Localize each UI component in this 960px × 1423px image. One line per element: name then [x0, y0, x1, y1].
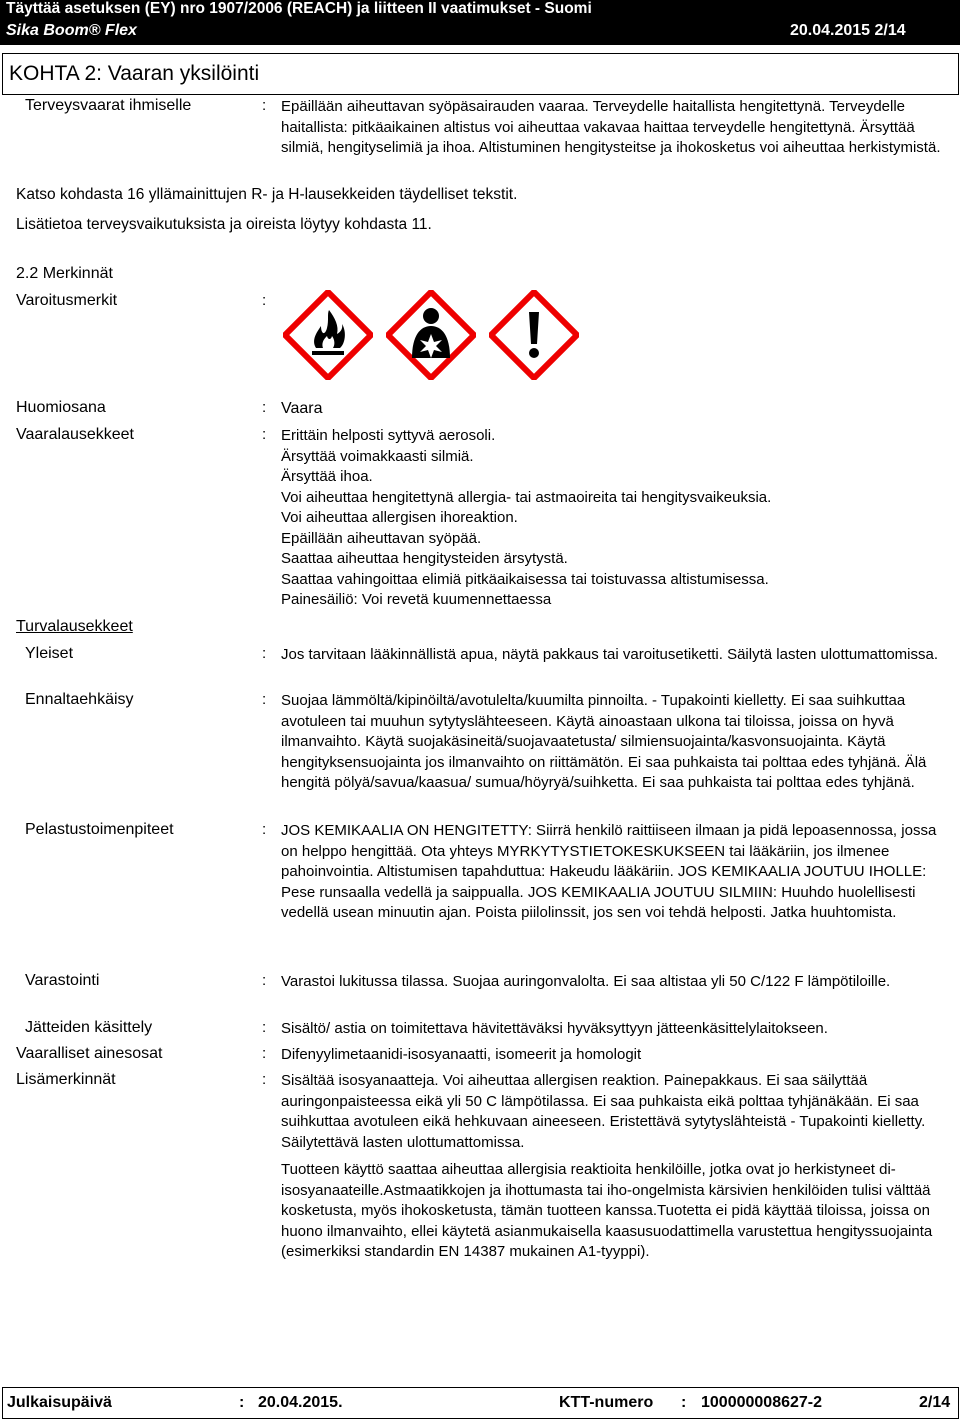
colon: : — [262, 1019, 267, 1036]
hazard-statement: Voi aiheuttaa allergisen ihoreaktion. — [281, 509, 518, 526]
hazard-statement: Voi aiheuttaa hengitettynä allergia- tai astmaoireita tai hengitysvaikeuksia. — [281, 488, 772, 506]
health-hazards-label: Terveysvaarat ihmiselle — [25, 97, 192, 114]
prevention-text: Suojaa lämmöltä/kipinöiltä/avotulelta/kuumilta pinnoilta. - Tupakointi kielletty. Ei saa suihkuttaa avotuleen tai muuhun sytytyslähteeseen. Käytä ainoastaan ulkona tai tiloissa, joissa on hyvä ilmanvaihto. Käytä suojakäsineitä/suojavaatetusta/ silmiensuojainta/kasvonsuojainta. Käytä hengityksensuojainta jos ilmanvaihto on riittämätön. Ei saa puhkaista tai polttaa edes tyhjänä. Älä hengitä pölyä/savua/kaasua/ sumua/höyryä/suihketta. Ei saa puhkaista tai polttaa edes tyhjänä. — [281, 692, 927, 791]
general-text: Jos tarvitaan lääkinnällistä apua, näytä pakkaus tai varoitusetiketti. Säilytä lasten ulottumattomissa. — [281, 646, 939, 663]
hazard-statements-label: Vaaralausekkeet — [16, 426, 134, 443]
colon: : — [262, 1045, 267, 1062]
health-hazard-pictogram-icon — [386, 290, 476, 380]
exclamation-pictogram-icon — [489, 290, 579, 380]
section-title: KOHTA 2: Vaaran yksilöinti — [9, 62, 260, 85]
warning-signs-label: Varoitusmerkit — [16, 292, 118, 309]
colon: : — [681, 1394, 687, 1411]
precautionary-statements-label: Turvalausekkeet — [16, 618, 133, 635]
hazard-statement: Painesäiliö: Voi revetä kuumennettaessa — [281, 591, 552, 608]
colon: : — [262, 691, 267, 708]
section-heading — [2, 53, 959, 95]
hazard-statement: Ärsyttää ihoa. — [281, 468, 373, 485]
header-date-page: 20.04.2015 2/14 — [790, 22, 906, 39]
hazard-statement: Saattaa aiheuttaa hengitysteiden ärsytystä. — [281, 550, 568, 567]
note-health-effects: Lisätietoa terveysvaikutuksista ja oireista löytyy kohdasta 11. — [16, 216, 432, 233]
colon: : — [262, 292, 267, 309]
health-hazards-text: Epäillään aiheuttavan syöpäsairauden vaaraa. Terveydelle haitallista hengitettynä. Terveydelle haitallista: pitkäaikainen altistus voi aiheuttaa vakavaa haittaa terveydelle hengitettynä. Ärsyttää silmiä, hengityselimiä ja ihoa. Altistuminen hengitysteitse ja ihokosketus voi aiheuttaa herkistymistä. — [281, 98, 941, 156]
colon: : — [262, 1071, 267, 1088]
ktt-number-label: KTT-numero — [559, 1394, 654, 1411]
disposal-text: Sisältö/ astia on toimitettava hävitettäväksi hyväksyttyyn jätteenkäsittelylaitokseen. — [281, 1020, 828, 1037]
additional-text-1: Sisältää isosyanaatteja. Voi aiheuttaa allergisen reaktion. Painepakkaus. Ei saa säilyttää auringonpaisteessa eikä yli 50 C lämpötilassa. Ei saa puhkaista eikä polttaa tyhjänäkään. Ei saa suihkuttaa avotuleen eikä hehkuvaan aineeseen. Eristettävä sytytyslähteistä - Tupakointi kielletty. Säilytettävä lasten ulottumattomissa. — [281, 1072, 926, 1151]
colon: : — [262, 399, 267, 416]
hazard-statements-list — [281, 426, 951, 611]
flame-pictogram-icon — [283, 290, 373, 380]
hazardous-components-text: Difenyylimetaanidi-isosyanaatti, isomeerit ja homologit — [281, 1046, 642, 1063]
additional-label: Lisämerkinnät — [16, 1071, 116, 1088]
prevention-label: Ennaltaehkäisy — [25, 691, 134, 708]
hazard-statement: Erittäin helposti syttyvä aerosoli. — [281, 427, 496, 444]
colon: : — [262, 426, 267, 443]
hazard-statement: Epäillään aiheuttavan syöpää. — [281, 529, 482, 547]
product-name: Sika Boom® Flex — [6, 22, 137, 39]
signal-word-value: Vaara — [281, 400, 323, 417]
colon: : — [262, 645, 267, 662]
signal-word-label: Huomiosana — [16, 399, 106, 416]
publication-date-label: Julkaisupäivä — [7, 1394, 112, 1411]
publication-date: 20.04.2015. — [258, 1394, 343, 1411]
disposal-label: Jätteiden käsittely — [25, 1019, 153, 1036]
colon: : — [239, 1394, 245, 1411]
regulation-line: Täyttää asetuksen (EY) nro 1907/2006 (REACH) ja liitteen II vaatimukset - Suomi — [6, 0, 592, 17]
storage-text: Varastoi lukitussa tilassa. Suojaa auringonvalolta. Ei saa altistaa yli 50 C/122 F lämpötiloille. — [281, 973, 891, 990]
document-header — [0, 0, 960, 45]
colon: : — [262, 97, 267, 114]
additional-text-2: Tuotteen käyttö saattaa aiheuttaa allergisia reaktioita henkilöille, jotka ovat jo herkistyneet di-isosyanaateille.Astmaatikkojen ja ihottumasta tai iho-ongelmista kärsivien henkilöiden tulisi välttää kosketusta, myös ihokosketusta, tämän tuotteen kanssa.Tuotetta ei pidä käyttää tiloissa, joissa on huono ilmanvaihto, ellei käytetä asianmukaisella kaasusuodattimella varustettua hengityssuojainta (esimerkiksi standardin EN 14387 mukainen A1-tyyppi). — [281, 1161, 933, 1260]
response-label: Pelastustoimenpiteet — [25, 821, 174, 838]
subsection-title: 2.2 Merkinnät — [16, 265, 113, 282]
hazardous-components-label: Vaaralliset ainesosat — [16, 1045, 163, 1062]
colon: : — [262, 972, 267, 989]
colon: : — [262, 821, 267, 838]
note-full-texts: Katso kohdasta 16 yllämainittujen R- ja H-lausekkeiden täydelliset tekstit. — [16, 186, 518, 203]
response-text: JOS KEMIKAALIA ON HENGITETTY: Siirrä henkilö raittiiseen ilmaan ja pidä lepoasennossa, jossa on helppo hengittää. Ota yhteys MYRKYTYSTIETOKESKUKSEEN tai lääkäriin, jos ilmenee pahoinvointia. Altistumisen tapahduttua: Hakeudu lääkäriin. JOS KEMIKAALIA JOUTUU IHOLLE: Pese runsaalla vedellä ja saippualla. JOS KEMIKAALIA JOUTUU SILMIIN: Huuhdo huolellisesti vedellä usean minuutin ajan. Poista piilolinssit, jos sen voi tehdä helposti. Jatka huuhtomista. — [281, 822, 937, 921]
hazard-statement: Ärsyttää voimakkaasti silmiä. — [281, 447, 474, 465]
storage-label: Varastointi — [25, 972, 100, 989]
hazard-statement: Saattaa vahingoittaa elimiä pitkäaikaisessa tai toistuvassa altistumisessa. — [281, 570, 769, 588]
general-label: Yleiset — [25, 645, 74, 662]
page-number: 2/14 — [919, 1394, 951, 1411]
ktt-number: 100000008627-2 — [701, 1394, 823, 1411]
document-footer — [2, 1387, 959, 1419]
